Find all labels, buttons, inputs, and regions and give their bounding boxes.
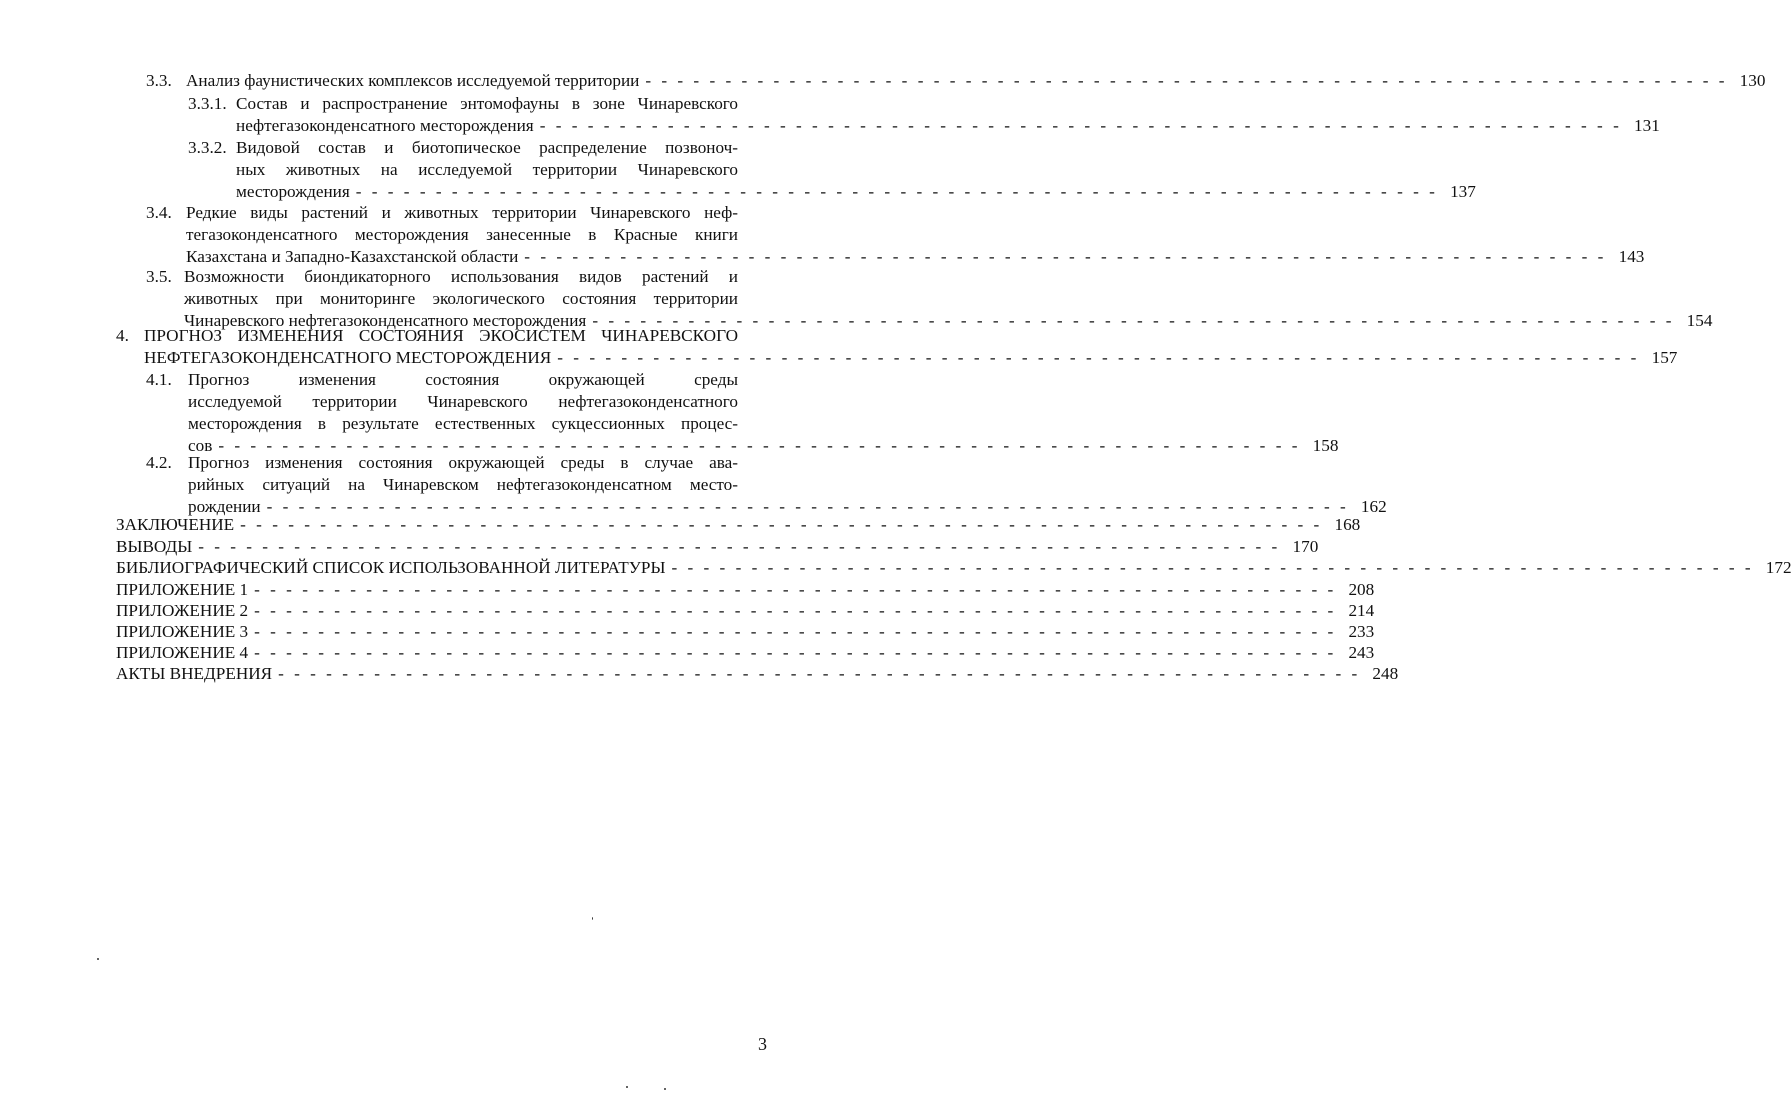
toc-page: 233	[1348, 622, 1375, 641]
toc-title-cont: Казахстана и Западно-Казахстанской области	[186, 247, 519, 266]
dot-leader: - - - - - - - - - - - - - - - - - - - - - - - - - - - - - - - - - - - - - - - - - - - - - - - - - - - - - - - - - - - - - - - - - - - -	[254, 580, 1337, 599]
toc-title: Редкие виды растений и животных территории Чинаревского неф-	[186, 203, 738, 222]
toc-title: Видовой состав и биотопическое распределение позвоноч-	[236, 138, 738, 157]
toc-number: 4.1.	[146, 370, 172, 389]
toc-title: АКТЫ ВНЕДРЕНИЯ	[116, 664, 273, 683]
toc-title: Прогноз изменения состояния окружающей среды	[188, 370, 738, 389]
dot-leader: - - - - - - - - - - - - - - - - - - - - - - - - - - - - - - - - - - - - - - - - - - - - - - - - - - - - - - - - - - - - - - - - - - - -	[198, 537, 1281, 556]
toc-number: 3.3.	[146, 71, 172, 90]
toc-title: Анализ фаунистических комплексов исследуемой территории	[186, 71, 640, 90]
toc-title: ПРИЛОЖЕНИЕ 3	[116, 622, 249, 641]
dot-leader: - - - - - - - - - - - - - - - - - - - - - - - - - - - - - - - - - - - - - - - - - - - - - - - - - - - - - - - - - - - - - - - - - - - -	[592, 311, 1675, 330]
toc-title-cont: рождении	[188, 497, 261, 516]
toc-title-cont: животных при мониторинге экологического состояния территории	[184, 289, 738, 308]
toc-title: Состав и распространение энтомофауны в зоне Чинаревского	[236, 94, 738, 113]
scan-speck	[592, 917, 593, 920]
toc-page: 214	[1348, 601, 1375, 620]
toc-title: БИБЛИОГРАФИЧЕСКИЙ СПИСОК ИСПОЛЬЗОВАННОЙ ЛИТЕРАТУРЫ	[116, 558, 666, 577]
toc-title-cont: сов	[188, 436, 213, 455]
toc-title-cont: тегазоконденсатного месторождения занесенные в Красные книги	[186, 225, 738, 244]
toc-title: ПРИЛОЖЕНИЕ 2	[116, 601, 249, 620]
dot-leader: - - - - - - - - - - - - - - - - - - - - - - - - - - - - - - - - - - - - - - - - - - - - - - - - - - - - - - - - - - - - - - - - - - - -	[254, 622, 1337, 641]
dot-leader: - - - - - - - - - - - - - - - - - - - - - - - - - - - - - - - - - - - - - - - - - - - - - - - - - - - - - - - - - - - - - - - - - - - -	[524, 247, 1607, 266]
scan-speck	[664, 1088, 666, 1090]
dot-leader: - - - - - - - - - - - - - - - - - - - - - - - - - - - - - - - - - - - - - - - - - - - - - - - - - - - - - - - - - - - - - - - - - - - -	[539, 116, 1622, 135]
dot-leader: - - - - - - - - - - - - - - - - - - - - - - - - - - - - - - - - - - - - - - - - - - - - - - - - - - - - - - - - - - - - - - - - - - - -	[218, 436, 1301, 455]
toc-number: 3.3.1.	[188, 94, 227, 113]
toc-title: Прогноз изменения состояния окружающей среды в случае ава-	[188, 453, 738, 472]
toc-page: 168	[1334, 515, 1361, 534]
page-number: 3	[758, 1034, 767, 1054]
dot-leader: - - - - - - - - - - - - - - - - - - - - - - - - - - - - - - - - - - - - - - - - - - - - - - - - - - - - - - - - - - - - - - - - - - - -	[355, 182, 1438, 201]
toc-page: 248	[1372, 664, 1399, 683]
toc-page: 208	[1348, 580, 1375, 599]
toc-title: ВЫВОДЫ	[116, 537, 193, 556]
toc-title: ПРИЛОЖЕНИЕ 1	[116, 580, 249, 599]
dot-leader: - - - - - - - - - - - - - - - - - - - - - - - - - - - - - - - - - - - - - - - - - - - - - - - - - - - - - - - - - - - - - - - - - - - -	[557, 348, 1640, 367]
toc-page: 154	[1686, 311, 1713, 330]
toc-title-cont: нефтегазоконденсатного месторождения	[236, 116, 534, 135]
toc-title-cont: месторождения	[236, 182, 350, 201]
dot-leader: - - - - - - - - - - - - - - - - - - - - - - - - - - - - - - - - - - - - - - - - - - - - - - - - - - - - - - - - - - - - - - - - - - - -	[671, 558, 1754, 577]
scan-speck	[626, 1086, 628, 1088]
toc-number: 3.4.	[146, 203, 172, 222]
toc-page: 131	[1634, 116, 1660, 135]
toc-page: 137	[1450, 182, 1476, 201]
toc-page: 158	[1312, 436, 1339, 455]
toc-page: 170	[1292, 537, 1319, 556]
toc-title-cont: НЕФТЕГАЗОКОНДЕНСАТНОГО МЕСТОРОЖДЕНИЯ	[144, 348, 552, 367]
dot-leader: - - - - - - - - - - - - - - - - - - - - - - - - - - - - - - - - - - - - - - - - - - - - - - - - - - - - - - - - - - - - - - - - - - - -	[254, 643, 1337, 662]
toc-page: 157	[1651, 348, 1678, 367]
toc-title-cont: рийных ситуаций на Чинаревском нефтегазоконденсатном место-	[188, 475, 738, 494]
dot-leader: - - - - - - - - - - - - - - - - - - - - - - - - - - - - - - - - - - - - - - - - - - - - - - - - - - - - - - - - - - - - - - - - - - - -	[278, 664, 1361, 683]
toc-page: 162	[1360, 497, 1387, 516]
toc-title: ПРОГНОЗ ИЗМЕНЕНИЯ СОСТОЯНИЯ ЭКОСИСТЕМ ЧИНАРЕВСКОГО	[144, 326, 738, 345]
toc-number: 3.3.2.	[188, 138, 227, 157]
toc-title: Возможности биондикаторного использования видов растений и	[184, 267, 738, 286]
dot-leader: - - - - - - - - - - - - - - - - - - - - - - - - - - - - - - - - - - - - - - - - - - - - - - - - - - - - - - - - - - - - - - - - - - - -	[645, 71, 1728, 90]
toc-number: 4.	[116, 326, 129, 345]
dot-leader: - - - - - - - - - - - - - - - - - - - - - - - - - - - - - - - - - - - - - - - - - - - - - - - - - - - - - - - - - - - - - - - - - - - -	[240, 515, 1323, 534]
toc-title: ПРИЛОЖЕНИЕ 4	[116, 643, 249, 662]
toc-title-cont: Чинаревского нефтегазоконденсатного месторождения	[184, 311, 587, 330]
toc-number: 4.2.	[146, 453, 172, 472]
toc-title-cont: месторождения в результате естественных сукцессионных процес-	[188, 414, 738, 433]
dot-leader: - - - - - - - - - - - - - - - - - - - - - - - - - - - - - - - - - - - - - - - - - - - - - - - - - - - - - - - - - - - - - - - - - - - -	[254, 601, 1337, 620]
toc-page: 143	[1618, 247, 1645, 266]
scan-speck	[97, 958, 99, 960]
toc-page: 172	[1765, 558, 1792, 577]
toc-title-cont: ных животных на исследуемой территории Чинаревского	[236, 160, 738, 179]
toc-number: 3.5.	[146, 267, 172, 286]
dot-leader: - - - - - - - - - - - - - - - - - - - - - - - - - - - - - - - - - - - - - - - - - - - - - - - - - - - - - - - - - - - - - - - - - - - -	[266, 497, 1349, 516]
toc-page: 130	[1739, 71, 1766, 90]
toc-page: 243	[1348, 643, 1375, 662]
toc-title-cont: исследуемой территории Чинаревского нефтегазоконденсатного	[188, 392, 738, 411]
toc-title: ЗАКЛЮЧЕНИЕ	[116, 515, 235, 534]
